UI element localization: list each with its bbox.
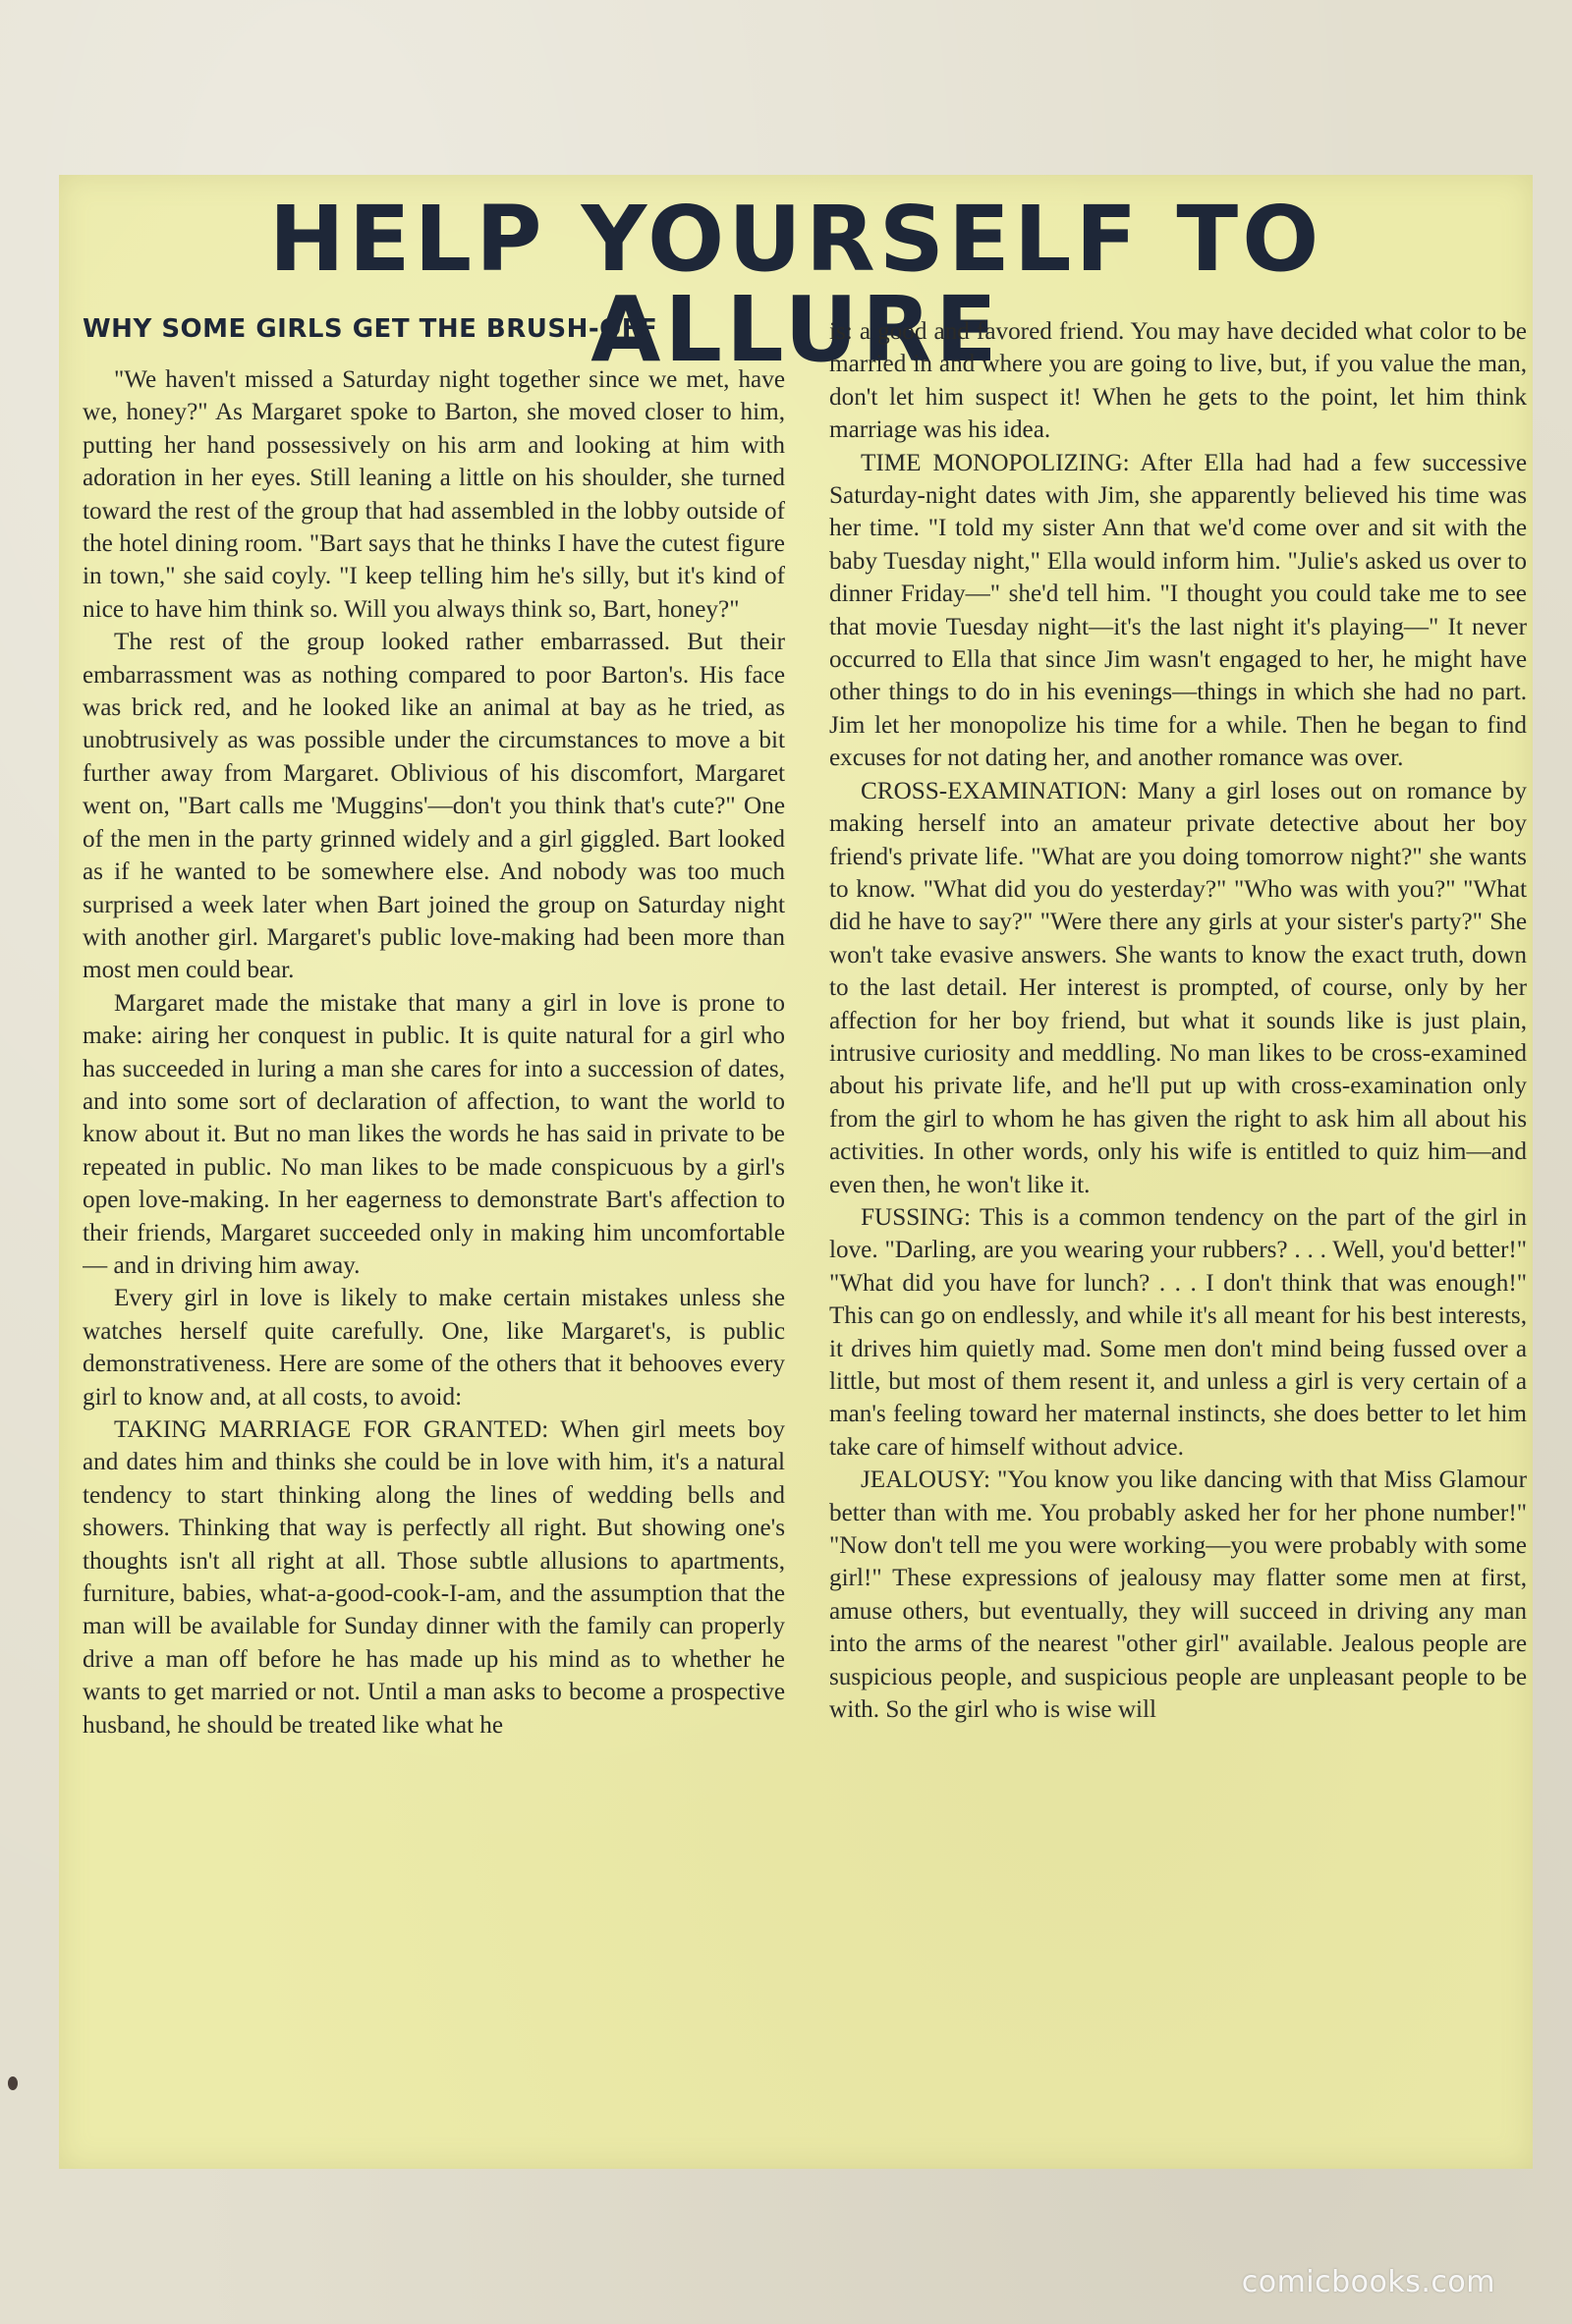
ink-speck — [8, 2076, 18, 2090]
paragraph: "We haven't missed a Saturday night together since we met, have we, honey?" As Margaret spoke to Barton, she moved closer to him, putting her hand possessively on his arm and looking at him with adoration in her eyes. Still leaning a little on his shoulder, she turned toward the rest of the group that had assembled in the lobby outside of the hotel dining room. "Bart says that he thinks I have the cutest figure in town," she said coyly. "I keep telling him he's silly, but it's kind of nice to have him think so. Will you always think so, Bart, honey?" — [83, 366, 785, 623]
paragraph-jealousy: JEALOUSY: "You know you like dancing with that Miss Glamour better than with me. You probably asked her for her phone number!" "Now don't tell me you were working—you were probably with some girl!" These expressions of jealousy may flatter some men at first, amuse others, but eventually, they will succeed in driving any man into the arms of the nearest "other girl" available. Jealous people are suspicious people, and suspicious people are unpleasant people to be with. So the girl who is wise will — [829, 1466, 1527, 1724]
paragraph: Every girl in love is likely to make certain mistakes unless she watches herself quite carefully. One, like Margaret's, is public demonstrativeness. Here are some of the others that it behooves every girl to know and, at all costs, to avoid: — [83, 1285, 785, 1411]
article-title: HELP YOURSELF TO ALLURE — [268, 187, 1323, 382]
paragraph: The rest of the group looked rather embarrassed. But their embarrassment was as nothing compared to poor Barton's. His face was brick red, and he looked like an animal at bay as he tried, as unobtrusively as was possible under the circumstances to move a bit further away from Margaret. Oblivious of his discomfort, Margaret went on, "Bart calls me 'Muggins'—don't you think that's cute?" One of the men in the party grinned widely and a girl giggled. Bart looked as if he wanted to be somewhere else. And nobody was too much surprised a week later when Bart joined the group on Saturday night with another girl. Margaret's public love-making had been more than most men could bear. — [83, 629, 785, 984]
left-column — [83, 312, 785, 2159]
watermark: comicbooks.com — [1241, 2265, 1495, 2299]
paragraph-time-monopolizing: TIME MONOPOLIZING: After Ella had had a few successive Saturday-night dates with Jim, she apparently believed his time was her time. "I told my sister Ann that we'd come over and sit with the baby Tuesday night," Ella would inform him. "Julie's asked us over to dinner Friday—" she'd tell him. "I thought you could take me to see that movie Tuesday night—it's the last night it's playing—" It never occurred to Ella that since Jim wasn't engaged to her, he might have other things to do in his evenings—things in which she had no part. Jim let her monopolize his time for a while. Then he began to find excuses for not dating her, and another romance was over. — [829, 449, 1527, 772]
paragraph-cross-examination: CROSS-EXAMINATION: Many a girl loses out on romance by making herself into an amateur private detective about her boy friend's private life. "What are you doing tomorrow night?" she wants to know. "What did you do yesterday?" "Who was with you?" "What did he have to say?" "Were there any girls at your sister's party?" She won't take evasive answers. She wants to know the exact truth, down to the last detail. Her interest is prompted, of course, only by her affection for her boy friend, but what it sounds like is just plain, intrusive curiosity and meddling. No man likes to be cross-examined about his private life, and he'll put up with cross-examination only from the girl to whom he has given the right to ask him all about his activities. In other words, only his wife is entitled to quiz him—and even then, he won't like it. — [829, 777, 1527, 1198]
paragraph-continuation: is: a good and favored friend. You may have decided what color to be married in and where you are going to live, but, if you value the man, don't let him suspect it! When he gets to the point, let him think marriage was his idea. — [829, 318, 1527, 444]
paragraph-taking-marriage-for-granted: TAKING MARRIAGE FOR GRANTED: When girl meets boy and dates him and thinks she could be in love with him, it's a natural tendency to start thinking along the lines of wedding bells and showers. Thinking that way is perfectly all right. But showing one's thoughts isn't all right at all. Those subtle allusions to apartments, furniture, babies, what-a-good-cook-I-am, and the assumption that the man will be available for Sunday dinner with the family can properly drive a man off before he has made up his mind as to whether he wants to get married or not. Until a man asks to become a prospective husband, he should be treated like what he — [83, 1416, 785, 1739]
paragraph: Margaret made the mistake that many a girl in love is prone to make: airing her conquest in public. It is quite natural for a girl who has succeeded in luring a man she cares for into a succession of dates, and into some sort of declaration of affection, to want the world to know about it. But no man likes the words he has said in private to be repeated in public. No man likes to be made conspicuous by a girl's open love-making. In her eagerness to demonstrate Bart's affection to their friends, Margaret succeeded only in making him uncomfortable — and in driving him away. — [83, 989, 785, 1279]
article-subhead: WHY SOME GIRLS GET THE BRUSH-OFF — [83, 314, 658, 344]
article-columns — [83, 312, 1527, 2159]
paragraph-fussing: FUSSING: This is a common tendency on the part of the girl in love. "Darling, are you wearing your rubbers? . . . Well, you'd better!" "What did you have for lunch? . . . I don't think that was enough!" This can go on endlessly, and while it's all meant for his best interests, it drives him quietly mad. Some men don't mind being fussed over a little, but most of them resent it, and unless a girl is very certain of a man's feeling toward her maternal instincts, she does better to let him take care of himself without advice. — [829, 1203, 1527, 1461]
right-column — [829, 315, 1527, 2162]
